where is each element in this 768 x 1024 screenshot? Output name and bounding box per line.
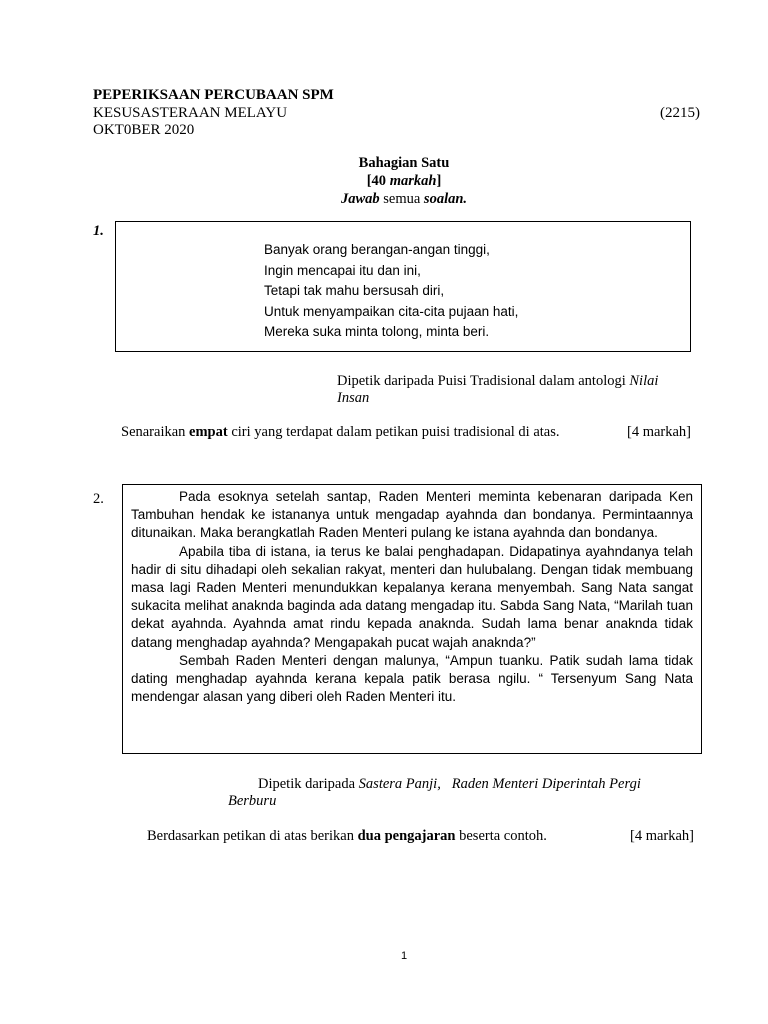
question-2-marks: [4 markah] <box>630 828 695 844</box>
poem-text <box>264 240 518 343</box>
poem-line: Banyak orang berangan-angan tinggi, <box>264 242 490 257</box>
question-2-source: Dipetik daripada Sastera Panji, Raden Menteri Diperintah Pergi <box>258 776 641 792</box>
poem-line: Tetapi tak mahu bersusah diri, <box>264 283 445 298</box>
question-1-source: Dipetik daripada Puisi Tradisional dalam antologi Nilai <box>337 373 659 389</box>
section-title: Bahagian Satu <box>358 155 450 171</box>
poem-line: Untuk menyampaikan cita-cita pujaan hati, <box>264 303 519 319</box>
passage-paragraph: Sembah Raden Menteri dengan malunya, “Ampun tuanku. Patik sudah lama tidak dating menghadap ayahnda kerana kepala patik berasa ngilu. “ Tersenyum Sang Nata mendengar alasan yang diberi oleh Raden Menteri itu. <box>131 652 693 705</box>
exam-date: OKT0BER 2020 <box>93 122 195 138</box>
question-2-prompt: Berdasarkan petikan di atas berikan dua pengajaran beserta contoh. <box>147 828 547 844</box>
question-1-source-cont: Insan <box>337 390 370 406</box>
subject-code: (2215) <box>660 105 700 121</box>
question-1-number: 1. <box>93 223 104 239</box>
poem-line: Mereka suka minta tolong, minta beri. <box>264 324 490 339</box>
question-2-number: 2. <box>93 491 104 507</box>
section-instruction: Jawab semua soalan. <box>340 191 468 207</box>
section-marks: [40 markah] <box>366 173 442 189</box>
poem-line: Ingin mencapai itu dan ini, <box>264 262 421 278</box>
passage-paragraph: Apabila tiba di istana, ia terus ke balai penghadapan. Didapatinya ayahndanya telah hadir di situ dihadapi oleh sekalian rakyat, menteri dan hulubalang. Dengan tidak membuang masa lagi Raden Menteri menundukkan kepalanya kerana menyembah. Sang Nata sangat sukacita melihat anaknda baginda ada datang mengadap itu. Sabda Sang Nata, “Marilah tuan dekat ayahnda. Ayahnda amat rindu kepada anaknda. Sudah lama benar anaknda tidak datang menghadap ayahnda? Mengapakah pucat wajah anaknda?” <box>131 543 693 650</box>
passage-paragraph: Pada esoknya setelah santap, Raden Menteri meminta kebenaran daripada Ken Tambuhan hendak ke istananya untuk mengadap ayahnda dan bondanya. Permintaannya ditunaikan. Maka berangkatlah Raden Menteri pulang ke istana ayahnda dan bondanya. <box>131 489 693 541</box>
passage-text <box>131 488 693 706</box>
page-number: 1 <box>400 950 408 962</box>
question-2-source-cont: Berburu <box>228 793 277 809</box>
question-1-prompt: Senaraikan empat ciri yang terdapat dalam petikan puisi tradisional di atas. <box>121 424 560 440</box>
question-1-marks: [4 markah] <box>627 424 692 440</box>
exam-title: PEPERIKSAAN PERCUBAAN SPM <box>93 87 334 103</box>
subject-name: KESUSASTERAAN MELAYU <box>93 105 288 121</box>
